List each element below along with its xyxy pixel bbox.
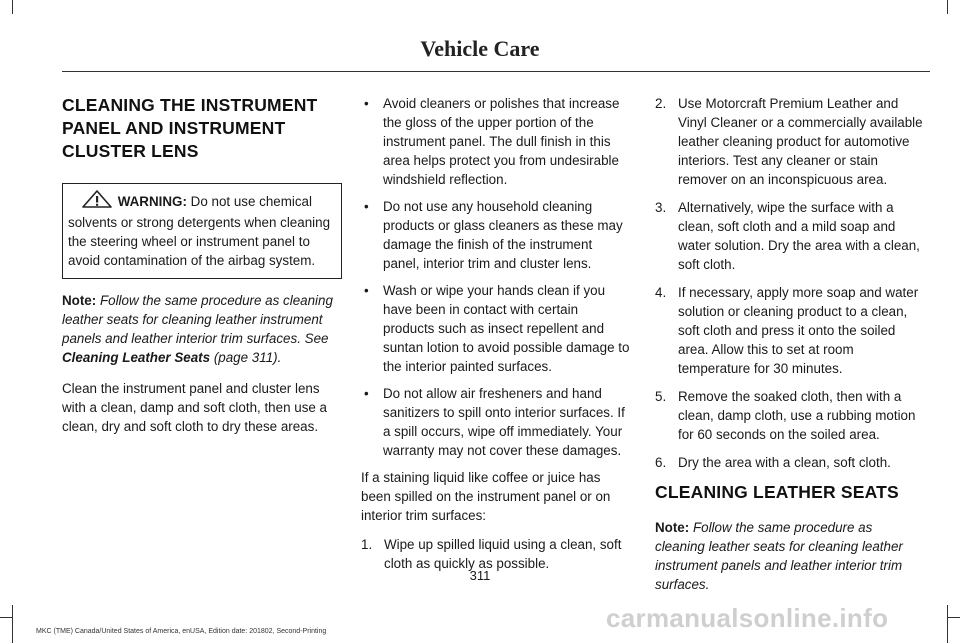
bullet-text: Do not use any household cleaning products or glass cleaners as these may damage the finish of the instrument panel, interior trim and cluster lens. [383,199,623,271]
section-title-line-3: CLUSTER LENS [62,141,199,161]
step-item [655,283,925,378]
page-reference: (page 311). [213,350,282,365]
header-rule [62,71,930,72]
step-number: 2. [655,96,667,111]
page-header-title: Vehicle Care [420,36,540,61]
warning-box [62,183,342,279]
column-right [655,94,925,594]
column-middle [361,94,631,582]
step-text: Dry the area with a clean, soft cloth. [678,455,891,470]
note-label: Note: [62,293,97,308]
body-paragraph: If a staining liquid like coffee or juice has been spilled on the instrument panel or on interior trim surfaces: [361,470,611,523]
section-title-line-2: PANEL AND INSTRUMENT [62,118,286,138]
bullet-marker: • [364,283,369,298]
step-item [655,453,925,472]
warning-triangle-icon [82,190,112,213]
step-item [655,387,925,444]
bullet-text: Wash or wipe your hands clean if you have been in contact with certain products such as insect repellent and suntan lotion to avoid possible damage to the interior painted surfaces. [383,283,630,374]
step-text: Wipe up spilled liquid using a clean, soft cloth as quickly as possible. [384,537,622,571]
footer-text: MKC (TME) Canada/United States of America, enUSA, Edition date: 201802, Second-Printing [36,628,327,635]
step-number: 5. [655,389,667,404]
bullet-item [361,281,631,376]
step-text: Use Motorcraft Premium Leather and Vinyl Cleaner or a commercially available leather cleaning product for automotive interiors. Test any cleaner or stain remover on an inconspicuous area. [678,96,923,187]
bullet-item [361,197,631,273]
step-text: If necessary, apply more soap and water solution or cleaning product to a clean, soft cloth and press it onto the soiled area. Allow this to set at room temperature for 30 minutes. [678,285,919,376]
warning-text: Do not use chemical solvents or strong detergents when cleaning the steering wheel or instrument panel to avoid contamination of the airbag system. [68,194,331,268]
crop-mark [948,617,960,618]
bullet-text: Avoid cleaners or polishes that increase the gloss of the upper portion of the instrument panel. The dull finish in this area helps protect you from undesirable windshield reflection. [383,96,620,187]
body-paragraph: Clean the instrument panel and cluster lens with a clean, damp and soft cloth, then use a clean, dry and soft cloth to dry these areas. [62,381,328,434]
section-title-line-1: CLEANING THE INSTRUMENT [62,95,318,115]
column-left [62,94,342,436]
crop-mark [12,0,13,14]
bullet-text: Do not allow air fresheners and hand sanitizers to spill onto interior surfaces. If a spill occurs, wipe off immediately. Your warranty may not cover these damages. [383,386,625,458]
warning-label: WARNING: [117,194,187,209]
note-label: Note: [655,520,690,535]
step-text: Remove the soaked cloth, then with a clean, damp cloth, use a rubbing motion for 60 seconds on the soiled area. [678,389,916,442]
bullet-marker: • [364,199,369,214]
note [62,291,342,367]
crop-mark [12,605,13,643]
step-item [655,198,925,274]
step-number: 1. [361,537,373,552]
step-number: 3. [655,200,667,215]
cross-reference-link[interactable]: Cleaning Leather Seats [62,350,211,365]
section-title-leather-seats: CLEANING LEATHER SEATS [655,482,899,502]
page-number: 311 [469,568,491,583]
bullet-marker: • [364,96,369,111]
step-number: 4. [655,285,667,300]
crop-mark [0,617,12,618]
bullet-item [361,94,631,189]
crop-mark [947,0,948,14]
crop-mark [947,605,948,643]
step-text: Alternatively, wipe the surface with a clean, soft cloth and a mild soap and water solution. Dry the area with a clean, soft cloth. [678,200,920,272]
note-text: Follow the same procedure as cleaning leather seats for cleaning leather instrument panels and leather interior trim surfaces. See [62,293,333,346]
bullet-item [361,384,631,460]
step-number: 6. [655,455,667,470]
bullet-list [361,94,631,460]
step-list [655,94,925,472]
note-text: Follow the same procedure as cleaning leather seats for cleaning leather instrument panels and leather interior trim surfaces. [655,520,903,592]
bullet-marker: • [364,386,369,401]
watermark: carmanualsonline.info [606,603,889,633]
section-title [62,94,342,163]
step-item [655,94,925,189]
